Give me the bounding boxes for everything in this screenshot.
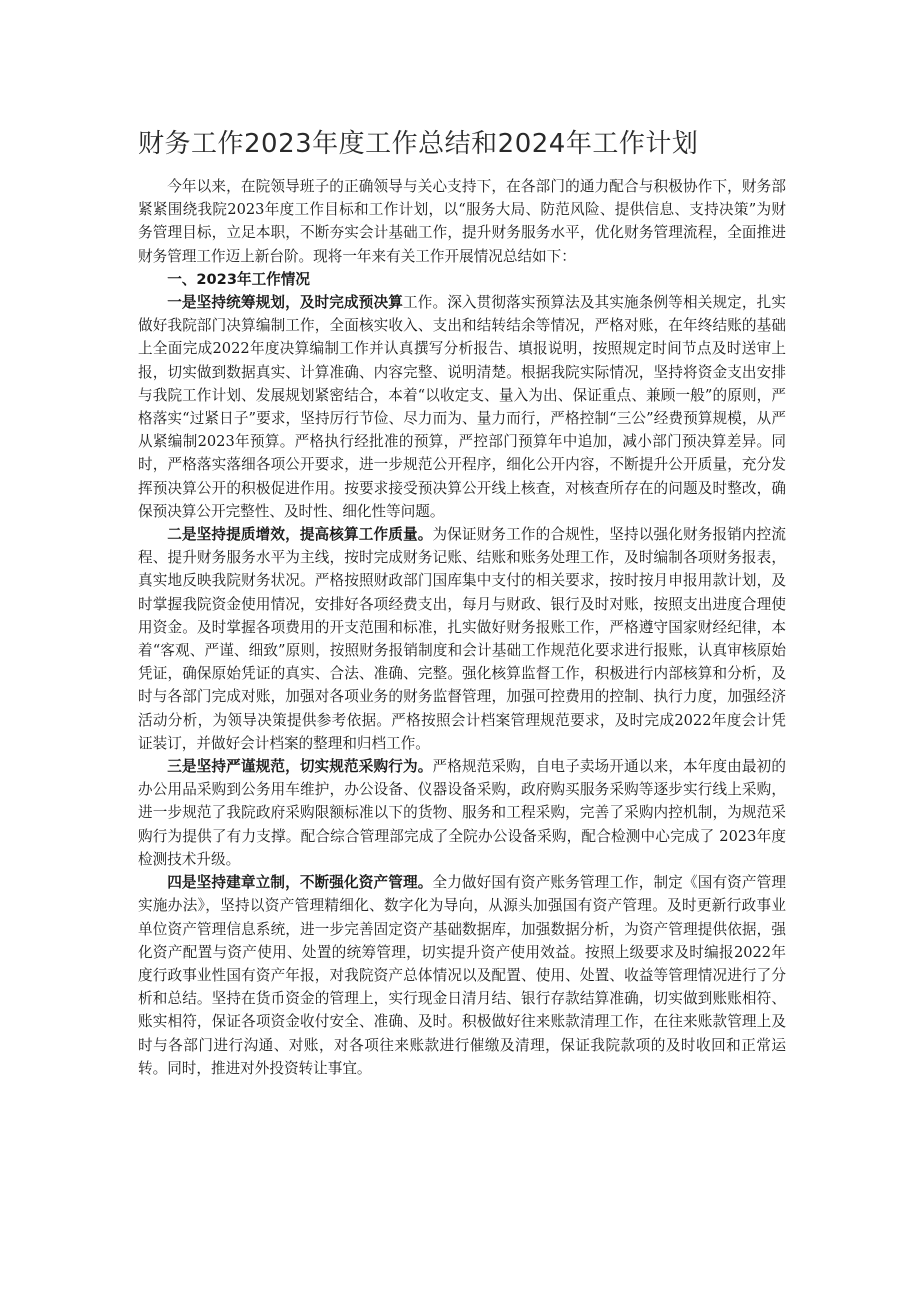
item-lead-budget: 一是坚持统筹规划，及时完成预决算 — [167, 294, 403, 312]
item-paragraph-budget — [138, 291, 786, 523]
intro-paragraph: 今年以来，在院领导班子的正确领导与关心支持下，在各部门的通力配合与积极协作下，财务部紧紧围绕我院2023年度工作目标和工作计划，以“服务大局、防范风险、提供信息、支持决策”为财务管理目标，立足本职，不断夯实会计基础工作，提升财务服务水平，优化财务管理流程，全面推进财务管理工作迈上新台阶。现将一年来有关工作开展情况总结如下： — [138, 178, 786, 265]
item-paragraph-assets — [138, 871, 786, 1080]
section-heading-2023: 一、2023年工作情况 — [167, 270, 310, 288]
item-paragraph-accounting — [138, 523, 786, 755]
document-body — [138, 175, 786, 1080]
item-text-procurement: 严格规范采购，自电子卖场开通以来，本年度由最初的办公用品采购到公务用车维护，办公设备、仪器设备采购，政府购买服务采购等逐步实行线上采购，进一步规范了我院政府采购限额标准以下的货物、服务和工程采购，完善了采购内控机制，为规范采购行为提供了有力支撑。配合综合管理部完成了全院办公设备采购，配合检测中心完成了 2023年度检测技术升级。 — [138, 758, 786, 868]
item-paragraph-procurement — [138, 755, 786, 871]
document-title: 财务工作2023年度工作总结和2024年工作计划 — [138, 129, 699, 159]
item-lead-accounting: 二是坚持提质增效，提高核算工作质量。 — [167, 526, 433, 544]
item-text-accounting: 为保证财务工作的合规性，坚持以强化财务报销内控流程、提升财务服务水平为主线，按时完成财务记账、结账和账务处理工作，及时编制各项财务报表，真实地反映我院财务状况。严格按照财政部门国库集中支付的相关要求，按时按月申报用款计划，及时掌握我院资金使用情况，安排好各项经费支出，每月与财政、银行及时对账，按照支出进度合理使用资金。及时掌握各项费用的开支范围和标准，扎实做好财务报账工作，严格遵守国家财经纪律，本着“客观、严谨、细致”原则，按照财务报销制度和会计基础工作规范化要求进行报账，认真审核原始凭证，确保原始凭证的真实、合法、准确、完整。强化核算监督工作，积极进行内部核算和分析，及时与各部门完成对账，加强对各项业务的财务监督管理，加强可控费用的控制、执行力度，加强经济活动分析，为领导决策提供参考依据。严格按照会计档案管理规范要求，及时完成2022年度会计凭证装订，并做好会计档案的整理和归档工作。 — [138, 526, 786, 752]
item-text-assets: 全力做好国有资产账务管理工作，制定《国有资产管理实施办法》，坚持以资产管理精细化、数字化为导向，从源头加强国有资产管理。及时更新行政事业单位资产管理信息系统，进一步完善固定资产基础数据库，加强数据分析，为资产管理提供依据，强化资产配置与资产使用、处置的统筹管理，切实提升资产使用效益。按照上级要求及时编报2022年度行政事业性国有资产年报，对我院资产总体情况以及配置、使用、处置、收益等管理情况进行了分析和总结。坚持在货币资金的管理上，实行现金日清月结、银行存款结算准确，切实做到账账相符、账实相符，保证各项资金收付安全、准确、及时。积极做好往来账款清理工作，在往来账款管理上及时与各部门进行沟通、对账，对各项往来账款进行催缴及清理，保证我院款项的及时收回和正常运转。同时，推进对外投资转让事宜。 — [138, 874, 786, 1077]
item-lead-assets: 四是坚持建章立制，不断强化资产管理。 — [167, 874, 433, 892]
item-text-budget: 工作。深入贯彻落实预算法及其实施条例等相关规定，扎实做好我院部门决算编制工作，全面核实收入、支出和结转结余等情况，严格对账，在年终结账的基础上全面完成2022年度决算编制工作并认真撰写分析报告、填报说明，按照规定时间节点及时送审上报，切实做到数据真实、计算准确、内容完整、说明清楚。根据我院实际情况，坚持将资金支出安排与我院工作计划、发展规划紧密结合，本着“以收定支、量入为出、保证重点、兼顾一般”的原则，严格落实“过紧日子”要求，坚持厉行节俭、尽力而为、量力而行，严格控制“三公”经费预算规模，从严从紧编制2023年预算。严格执行经批准的预算，严控部门预算年中追加，减小部门预决算差异。同时，严格落实落细各项公开要求，进一步规范公开程序，细化公开内容，不断提升公开质量，充分发挥预决算公开的积极促进作用。按要求接受预决算公开线上核查，对核查所存在的问题及时整改，确保预决算公开完整性、及时性、细化性等问题。 — [138, 294, 786, 520]
item-lead-procurement: 三是坚持严谨规范，切实规范采购行为。 — [167, 758, 433, 776]
